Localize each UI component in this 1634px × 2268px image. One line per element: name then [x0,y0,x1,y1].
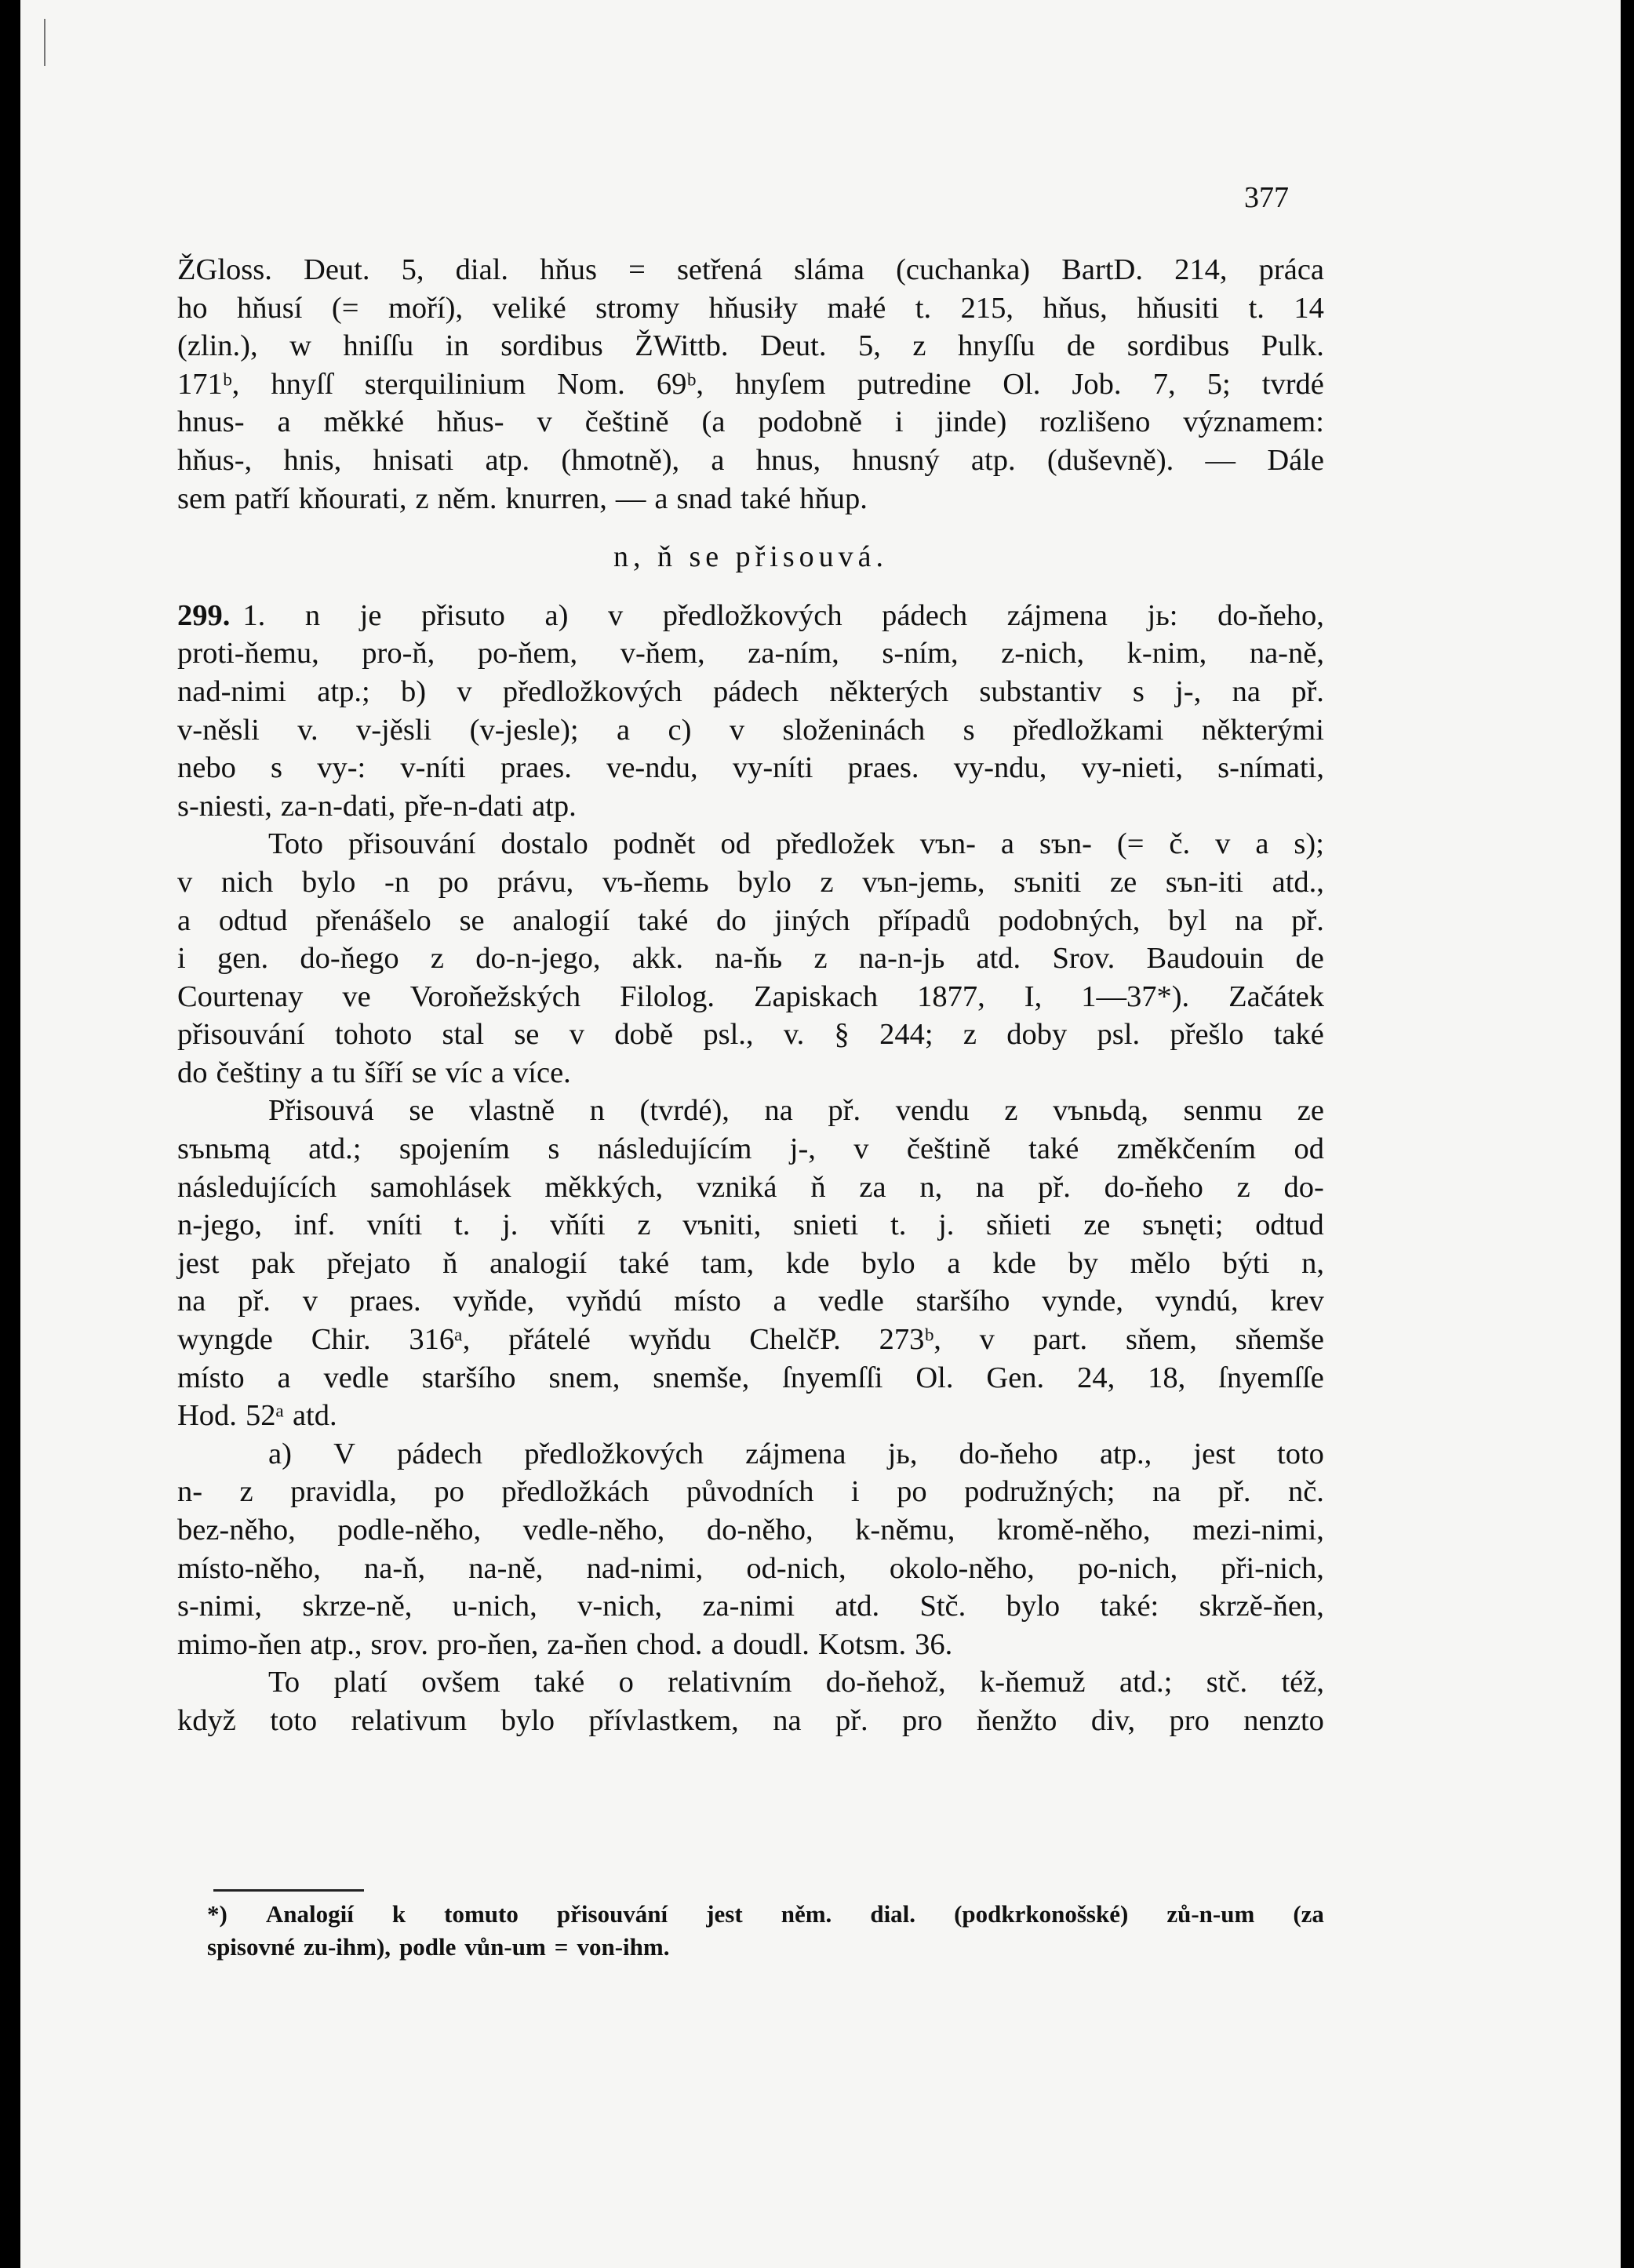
text-line: bez-něho, podle-něho, vedle-něho, do-něho, k-němu, kromě-něho, mezi-nimi, [177,1514,1324,1547]
text-line: když toto relativum bylo přívlastkem, na př. pro ňenžto div, pro nenzto [177,1703,1324,1737]
text-line: Courtenay ve Voroňežských Filolog. Zapiskach 1877, I, 1—37*). Začátek [177,980,1324,1013]
text-line: hnus- a měkké hňus- v češtině (a podobně i jinde) rozlišeno významem: [177,405,1324,439]
paragraph-5 [177,1663,1324,1739]
text-line: jest pak přejato ň analogií také tam, kde bylo a kde by mělo býti n, [177,1246,1324,1280]
text-line: sem patří kňourati, z něm. knurren, — a snad také hňup. [177,482,868,515]
text-line: (zlin.), w hniſſu in sordibus ŽWittb. Deut. 5, z hnyſſu de sordibus Pulk. [177,329,1324,363]
book-page [20,0,1621,2268]
text-line: v nich bylo -n po právu, vъ-ňemь bylo z vъn-jemь, sъniti ze sъn-iti atd., [177,865,1324,899]
text-line: wyngde Chir. 316ᵃ, přátelé wyňdu ChelčP. 273ᵇ, v part. sňem, sňemše [177,1323,1324,1357]
text-line: To platí ovšem také o relativním do-ňehož, k-ňemuž atd.; stč. též, [268,1666,1324,1699]
text-line: Přisouvá se vlastně n (tvrdé), na př. vendu z vъnьdą, senmu ze [268,1094,1324,1128]
text-line: místo a vedle staršího snem, snemše, ſnyemſſi Ol. Gen. 24, 18, ſnyemſſe [177,1361,1324,1394]
page-edge-mark [44,19,45,66]
text-line: nad-nimi atp.; b) v předložkových pádech některých substantiv s j-, na př. [177,674,1324,708]
paragraph-intro [177,251,1324,518]
text-line: a odtud přenášelo se analogií také do jiných případů podobných, byl na př. [177,903,1324,937]
text-line: i gen. do-ňego z do-n-jego, akk. na-ňь z na-n-jь atd. Srov. Baudouin de [177,942,1324,976]
text-line: do češtiny a tu šíří se víc a více. [177,1056,571,1089]
footnote-rule [213,1889,364,1892]
section-heading: n, ň se přisouvá. [613,540,889,574]
text-line: s-nimi, skrze-ně, u-nich, v-nich, za-nimi atd. Stč. bylo také: skrzě-ňen, [177,1590,1324,1623]
text-line: n-jego, inf. vníti t. j. vňíti z vъniti, snieti t. j. sňieti ze sъnęti; odtud [177,1209,1324,1242]
footnote-line: spisovné zu-ihm), podle vůn-um = von-ihm. [207,1933,670,1961]
page-number: 377 [1244,181,1289,214]
text-line: n- z pravidla, po předložkách původních i po podružných; na př. nč. [177,1475,1324,1509]
paragraph-4 [177,1435,1324,1664]
text-line: proti-ňemu, pro-ň, po-ňem, v-ňem, za-ním, s-ním, z-nich, k-nim, na-ně, [177,637,1324,671]
first-line-rest: 1. n je přisuto a) v předložkových pádech zájmena jь: do-ňeho, [242,598,1324,632]
text-line: na př. v praes. vyňde, vyňdú místo a vedle staršího vynde, vyndú, krev [177,1285,1324,1318]
text-line: přisouvání tohoto stal se v době psl., v. § 244; z doby psl. přešlo také [177,1018,1324,1052]
main-text [177,251,1324,1740]
text-line: následujících samohlásek měkkých, vzniká ň za n, na př. do-ňeho z do- [177,1170,1324,1204]
text-line: v-něsli v. v-jěsli (v-jesle); a c) v složeninách s předložkami některými [177,713,1324,747]
text-line: mimo-ňen atp., srov. pro-ňen, za-ňen chod. a doudl. Kotsm. 36. [177,1627,953,1661]
text-line: sъnьmą atd.; spojením s následujícím j-, v češtině také změkčením od [177,1132,1324,1166]
text-line: místo-něho, na-ň, na-ně, nad-nimi, od-nich, okolo-něho, po-nich, při-nich, [177,1551,1324,1585]
text-line: ŽGloss. Deut. 5, dial. hňus = setřená sláma (cuchanka) BartD. 214, práca [177,253,1324,286]
text-line: hňus-, hnis, hnisati atp. (hmotně), a hnus, hnusný atp. (duševně). — Dále [177,443,1324,477]
text-line: ho hňusí (= moří), veliké stromy hňusiły małé t. 215, hňus, hňusiti t. 14 [177,291,1324,325]
section-number: 299. [177,598,231,632]
paragraph-3 [177,1092,1324,1434]
paragraph-2 [177,825,1324,1092]
text-line: Toto přisouvání dostalo podnět od předložek vъn- a sъn- (= č. v a s); [268,827,1324,861]
paragraph-299 [177,597,1324,826]
text-line: 171ᵇ, hnyſſ sterquilinium Nom. 69ᵇ, hnyſem putredine Ol. Job. 7, 5; tvrdé [177,367,1324,401]
footnote-line: *) Analogií k tomuto přisouvání jest něm. dial. (podkrkonošské) zů-n-um (za [207,1900,1324,1928]
text-line: s-niesti, za-n-dati, pře-n-dati atp. [177,789,577,823]
text-line: Hod. 52ᵃ atd. [177,1399,337,1433]
text-line: a) V pádech předložkových zájmena jь, do-ňeho atp., jest toto [268,1437,1324,1470]
text-line [177,597,1324,635]
text-line: nebo s vy-: v-níti praes. ve-ndu, vy-níti praes. vy-ndu, vy-nieti, s-nímati, [177,751,1324,785]
footnote [207,1898,1324,1964]
